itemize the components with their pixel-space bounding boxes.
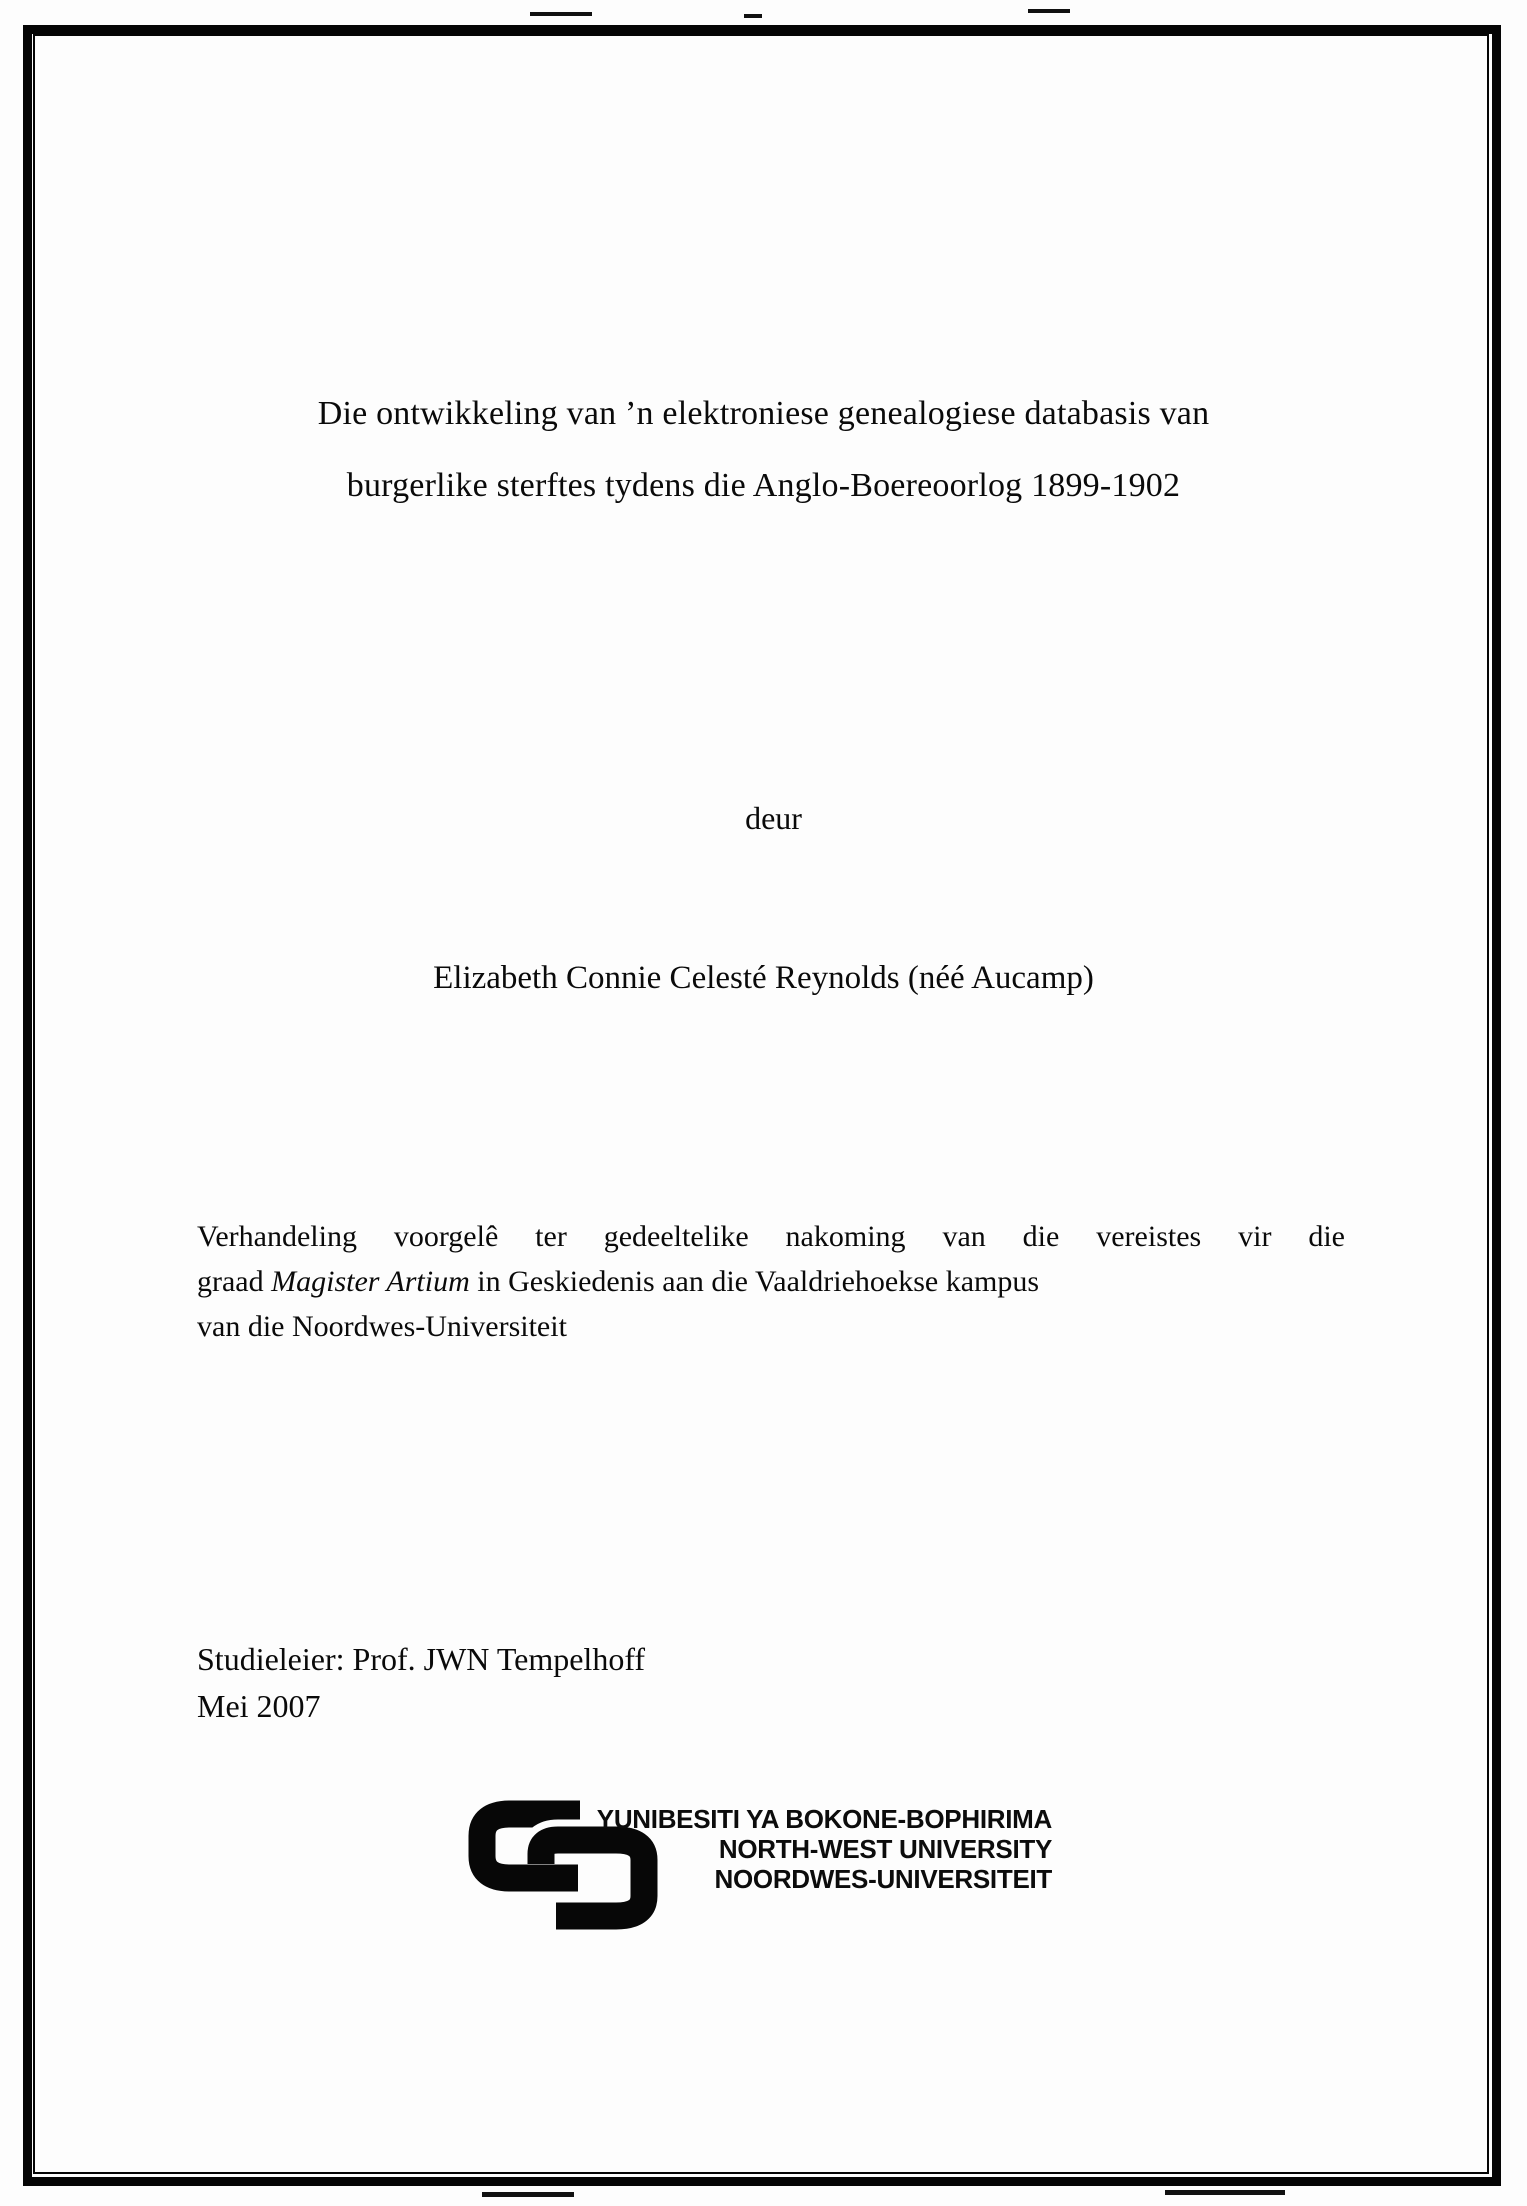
scan-artifact bbox=[530, 12, 592, 16]
degree-name: Magister Artium bbox=[271, 1265, 470, 1298]
university-logo-text bbox=[590, 1804, 1052, 1894]
supervisor-line: Studieleier: Prof. JWN Tempelhoff bbox=[197, 1641, 646, 1677]
author-name: Elizabeth Connie Celesté Reynolds (néé Aucamp) bbox=[433, 960, 1094, 996]
byline-label: deur bbox=[745, 800, 802, 836]
logo-line-setswana: YUNIBESITI YA BOKONE-BOPHIRIMA bbox=[596, 1804, 1052, 1834]
thesis-title-line-1: Die ontwikkeling van ’n elektroniese genealogiese databasis van bbox=[317, 395, 1210, 432]
submission-line-2-suffix: in Geskiedenis aan die Vaaldriehoekse kampus bbox=[469, 1265, 1040, 1298]
supervisor-block bbox=[197, 1636, 645, 1730]
date-line: Mei 2007 bbox=[197, 1688, 321, 1724]
scan-artifact bbox=[1165, 2190, 1285, 2195]
thesis-title-line-2: burgerlike sterftes tydens die Anglo-Boereoorlog 1899-1902 bbox=[346, 467, 1181, 504]
submission-line-3: van die Noordwes-Universiteit bbox=[197, 1310, 567, 1343]
submission-line-1: Verhandeling voorgelê ter gedeeltelike nakoming van die vereistes vir die bbox=[197, 1220, 1345, 1253]
submission-line-2 bbox=[197, 1259, 1345, 1304]
university-logo bbox=[468, 1798, 1068, 1938]
scan-artifact bbox=[482, 2192, 574, 2197]
submission-line-2-prefix: graad bbox=[197, 1265, 272, 1298]
submission-statement bbox=[197, 1214, 1345, 1349]
logo-line-afrikaans: NOORDWES-UNIVERSITEIT bbox=[714, 1864, 1052, 1894]
scan-artifact bbox=[744, 14, 762, 18]
scan-artifact bbox=[1028, 9, 1070, 13]
logo-line-english: NORTH-WEST UNIVERSITY bbox=[718, 1834, 1052, 1864]
thesis-title bbox=[60, 378, 1467, 522]
